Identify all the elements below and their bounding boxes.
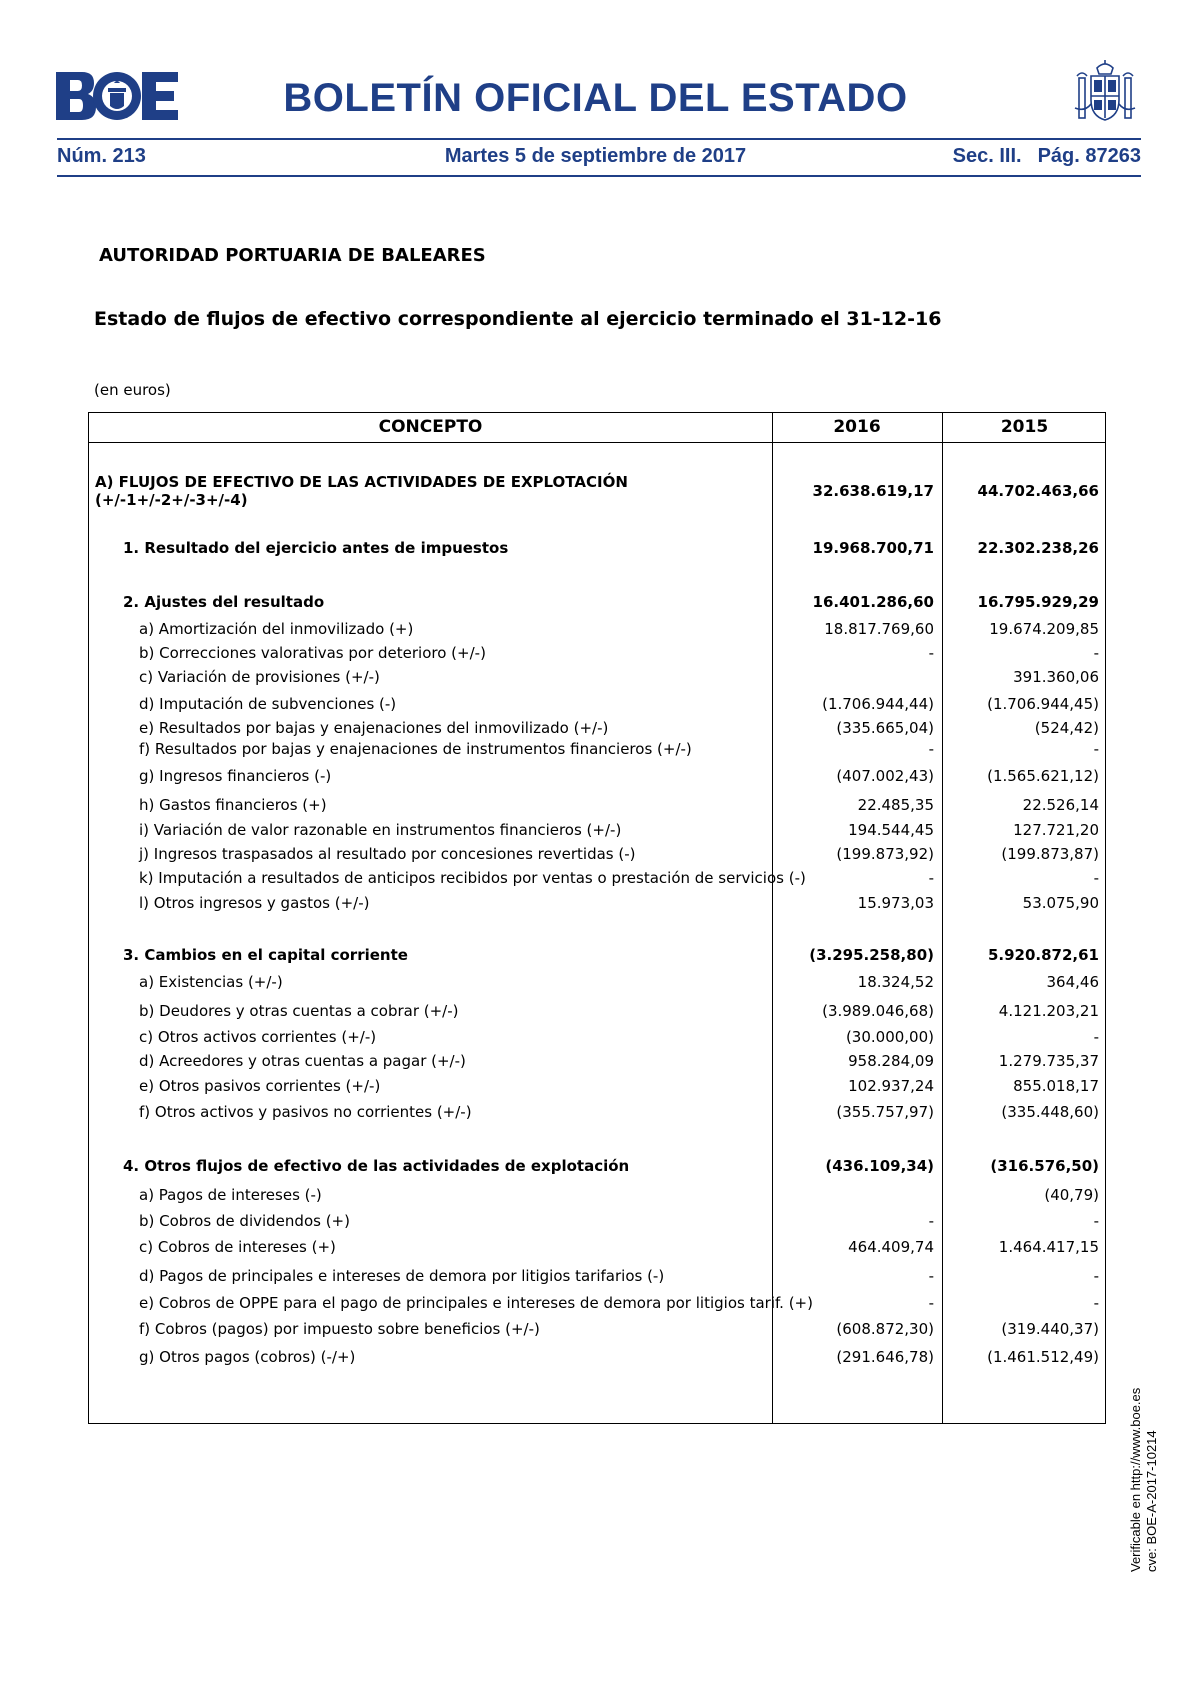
value-2015: 5.920.872,61 bbox=[987, 946, 1099, 964]
column-header-concepto: CONCEPTO bbox=[378, 417, 483, 437]
value-2016: 18.817.769,60 bbox=[824, 620, 934, 638]
value-2015: (316.576,50) bbox=[990, 1157, 1099, 1175]
row-label: a) Existencias (+/-) bbox=[139, 973, 283, 991]
value-2016: 102.937,24 bbox=[848, 1077, 934, 1095]
value-2015: 1.464.417,15 bbox=[998, 1238, 1099, 1256]
value-2015: - bbox=[1093, 740, 1099, 758]
row-label: 3. Cambios en el capital corriente bbox=[123, 946, 408, 964]
row-label: j) Ingresos traspasados al resultado por concesiones revertidas (-) bbox=[139, 845, 636, 863]
value-2015: - bbox=[1093, 1028, 1099, 1046]
row-label: b) Correcciones valorativas por deterioro (+/-) bbox=[139, 644, 486, 662]
row-label: a) Pagos de intereses (-) bbox=[139, 1186, 322, 1204]
value-2016: (3.295.258,80) bbox=[809, 946, 934, 964]
row-label: e) Otros pasivos corrientes (+/-) bbox=[139, 1077, 381, 1095]
value-2016: - bbox=[928, 869, 934, 887]
row-label: d) Acreedores y otras cuentas a pagar (+/-) bbox=[139, 1052, 466, 1070]
row-label: c) Otros activos corrientes (+/-) bbox=[139, 1028, 377, 1046]
row-label: c) Variación de provisiones (+/-) bbox=[139, 668, 380, 686]
value-2015: - bbox=[1093, 869, 1099, 887]
verification-url: Verificable en http://www.boe.es bbox=[1128, 1387, 1143, 1572]
value-2016: 464.409,74 bbox=[848, 1238, 934, 1256]
header-bottom-rule bbox=[57, 175, 1141, 177]
row-label: f) Resultados por bajas y enajenaciones de instrumentos financieros (+/-) bbox=[139, 740, 692, 758]
row-label: 4. Otros flujos de efectivo de las actividades de explotación bbox=[123, 1157, 630, 1175]
value-2016: - bbox=[928, 644, 934, 662]
value-2016: (407.002,43) bbox=[836, 767, 934, 785]
value-2016: 18.324,52 bbox=[857, 973, 934, 991]
value-2016: 958.284,09 bbox=[848, 1052, 934, 1070]
value-2015: 364,46 bbox=[1046, 973, 1099, 991]
units-note: (en euros) bbox=[94, 381, 171, 399]
row-label: a) Amortización del inmovilizado (+) bbox=[139, 620, 414, 638]
value-2015: (1.565.621,12) bbox=[987, 767, 1099, 785]
value-2016: 15.973,03 bbox=[857, 894, 934, 912]
row-label: f) Cobros (pagos) por impuesto sobre beneficios (+/-) bbox=[139, 1320, 540, 1338]
column-header-2016: 2016 bbox=[833, 417, 881, 437]
value-2015: (1.706.944,45) bbox=[987, 695, 1099, 713]
column-header-2015: 2015 bbox=[1000, 417, 1049, 437]
value-2016: 32.638.619,17 bbox=[812, 482, 934, 500]
row-label: A) FLUJOS DE EFECTIVO DE LAS ACTIVIDADES DE EXPLOTACIÓN (+/-1+/-2+/-3+/-4) bbox=[95, 473, 628, 509]
value-2016: (199.873,92) bbox=[836, 845, 934, 863]
value-2016: (355.757,97) bbox=[836, 1103, 934, 1121]
value-2015: 53.075,90 bbox=[1022, 894, 1099, 912]
publication-date: Martes 5 de septiembre de 2017 bbox=[444, 145, 747, 167]
issuing-authority: AUTORIDAD PORTUARIA DE BALEARES bbox=[99, 245, 486, 266]
value-2015: 19.674.209,85 bbox=[989, 620, 1099, 638]
value-2015: - bbox=[1093, 1267, 1099, 1285]
row-label: h) Gastos financieros (+) bbox=[139, 796, 327, 814]
section-label: Sec. III. bbox=[952, 145, 1022, 167]
row-label: 2. Ajustes del resultado bbox=[123, 593, 325, 611]
row-label: 1. Resultado del ejercicio antes de impuestos bbox=[123, 539, 509, 557]
row-label: c) Cobros de intereses (+) bbox=[139, 1238, 336, 1256]
value-2015: (319.440,37) bbox=[1001, 1320, 1099, 1338]
section-page bbox=[953, 145, 1141, 168]
value-2016: (291.646,78) bbox=[836, 1348, 934, 1366]
row-label: b) Deudores y otras cuentas a cobrar (+/-) bbox=[139, 1002, 459, 1020]
value-2015: (335.448,60) bbox=[1001, 1103, 1099, 1121]
row-label: d) Pagos de principales e intereses de demora por litigios tarifarios (-) bbox=[139, 1267, 665, 1285]
coat-of-arms-emblem bbox=[1073, 60, 1137, 126]
header-top-rule bbox=[57, 138, 1141, 140]
value-2016: 194.544,45 bbox=[848, 821, 934, 839]
issue-number: Núm. 213 bbox=[57, 145, 146, 167]
column-divider bbox=[942, 413, 943, 1423]
value-2016: (30.000,00) bbox=[845, 1028, 934, 1046]
value-2015: 22.526,14 bbox=[1022, 796, 1099, 814]
value-2015: 44.702.463,66 bbox=[977, 482, 1099, 500]
cash-flow-table bbox=[88, 412, 1106, 1424]
value-2016: (335.665,04) bbox=[836, 719, 934, 737]
statement-title: Estado de flujos de efectivo correspondiente al ejercicio terminado el 31-12-16 bbox=[94, 308, 942, 330]
value-2015: (199.873,87) bbox=[1001, 845, 1099, 863]
row-label: e) Cobros de OPPE para el pago de principales e intereses de demora por litigios tarif. (+) bbox=[139, 1294, 813, 1312]
row-label: g) Otros pagos (cobros) (-/+) bbox=[139, 1348, 356, 1366]
value-2015: 391.360,06 bbox=[1013, 668, 1099, 686]
row-label: b) Cobros de dividendos (+) bbox=[139, 1212, 350, 1230]
value-2015: 127.721,20 bbox=[1013, 821, 1099, 839]
value-2015: - bbox=[1093, 1212, 1099, 1230]
row-label: l) Otros ingresos y gastos (+/-) bbox=[139, 894, 370, 912]
value-2015: - bbox=[1093, 644, 1099, 662]
header-row-divider bbox=[89, 442, 1105, 443]
page-number: Pág. 87263 bbox=[1037, 145, 1141, 167]
value-2016: - bbox=[928, 1267, 934, 1285]
value-2015: (524,42) bbox=[1034, 719, 1099, 737]
value-2015: (40,79) bbox=[1044, 1186, 1099, 1204]
value-2016: - bbox=[928, 1212, 934, 1230]
value-2015: 22.302.238,26 bbox=[977, 539, 1099, 557]
value-2016: - bbox=[928, 740, 934, 758]
row-label: f) Otros activos y pasivos no corrientes (+/-) bbox=[139, 1103, 472, 1121]
value-2015: 4.121.203,21 bbox=[998, 1002, 1099, 1020]
row-label: g) Ingresos financieros (-) bbox=[139, 767, 332, 785]
gazette-title: BOLETÍN OFICIAL DEL ESTADO bbox=[283, 76, 908, 120]
value-2016: 22.485,35 bbox=[857, 796, 934, 814]
row-label: d) Imputación de subvenciones (-) bbox=[139, 695, 397, 713]
value-2015: - bbox=[1093, 1294, 1099, 1312]
value-2015: (1.461.512,49) bbox=[987, 1348, 1099, 1366]
value-2015: 16.795.929,29 bbox=[977, 593, 1099, 611]
value-2016: (436.109,34) bbox=[825, 1157, 934, 1175]
verification-cve: cve: BOE-A-2017-10214 bbox=[1144, 1430, 1159, 1572]
row-label: e) Resultados por bajas y enajenaciones del inmovilizado (+/-) bbox=[139, 719, 609, 737]
value-2016: (1.706.944,44) bbox=[822, 695, 934, 713]
row-label: i) Variación de valor razonable en instrumentos financieros (+/-) bbox=[139, 821, 622, 839]
value-2016: (608.872,30) bbox=[836, 1320, 934, 1338]
row-label: k) Imputación a resultados de anticipos recibidos por ventas o prestación de servicios (-) bbox=[139, 869, 806, 887]
value-2016: 19.968.700,71 bbox=[812, 539, 934, 557]
value-2015: 855.018,17 bbox=[1013, 1077, 1099, 1095]
column-divider bbox=[772, 413, 773, 1423]
value-2016: 16.401.286,60 bbox=[812, 593, 934, 611]
value-2015: 1.279.735,37 bbox=[998, 1052, 1099, 1070]
value-2016: - bbox=[928, 1294, 934, 1312]
value-2016: (3.989.046,68) bbox=[822, 1002, 934, 1020]
